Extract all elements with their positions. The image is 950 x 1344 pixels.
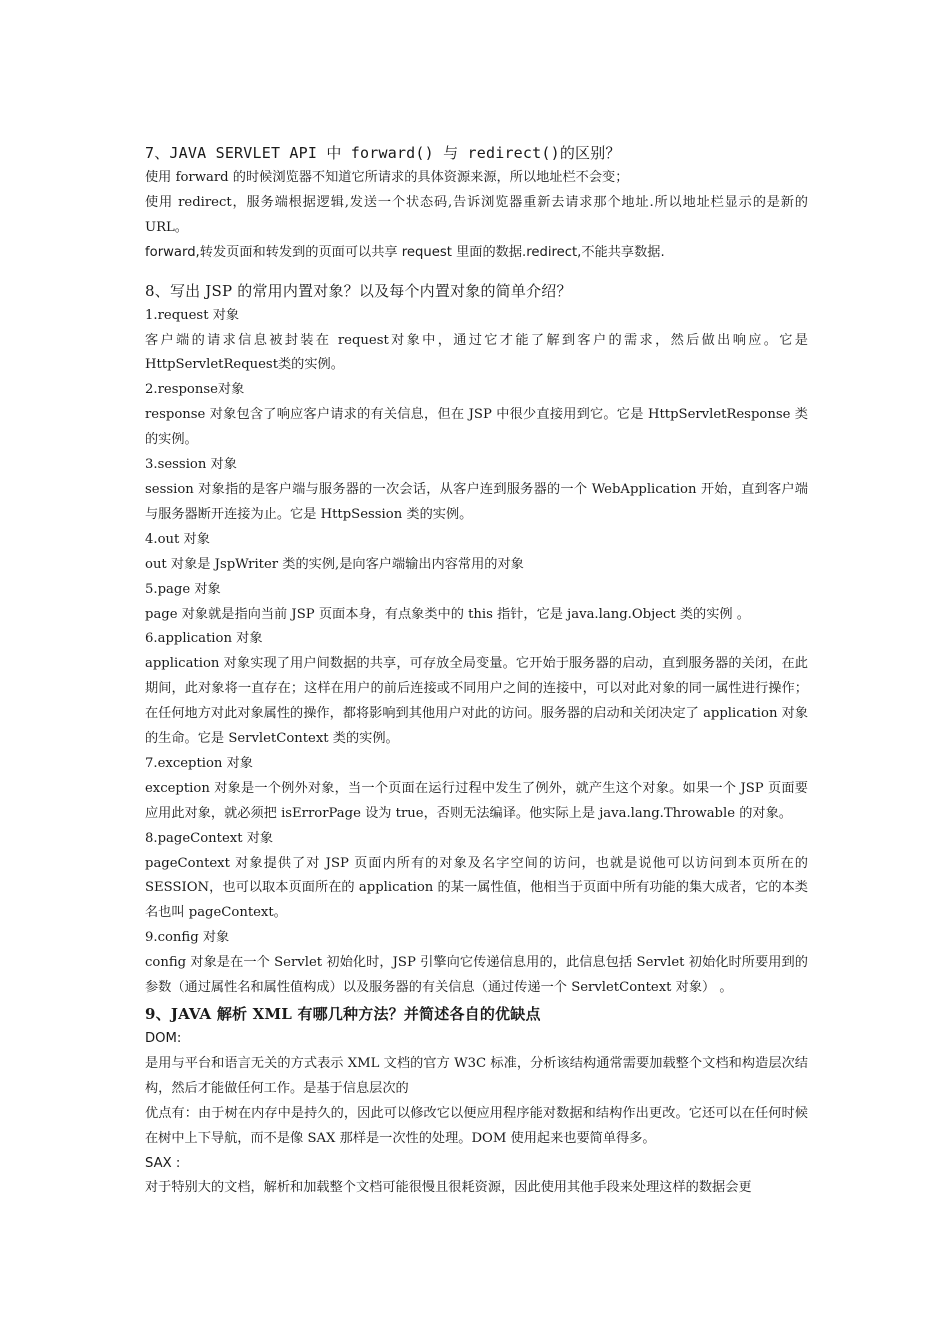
q7-paragraph-2: 使用 redirect，服务端根据逻辑,发送一个状态码,告诉浏览器重新去请求那个地址.所以地址栏显示的是新的 URL。 <box>145 194 808 235</box>
q8-item-desc: config 对象是在一个 Servlet 初始化时，JSP 引擎向它传递信息用的，此信息包括 Servlet 初始化时所要用到的参数（通过属性名和属性值构成）以及服务器的有关信息（通过传递一个 ServletContext 对象） 。 <box>145 955 808 996</box>
q8-item-desc: response 对象包含了响应客户请求的有关信息，但在 JSP 中很少直接用到它。它是 HttpServletResponse 类的实例。 <box>145 407 808 448</box>
q8-item-desc: out 对象是 JspWriter 类的实例,是向客户端输出内容常用的对象 <box>145 556 524 572</box>
q7-heading: 7、JAVA SERVLET API 中 forward() 与 redirect()的区别？ <box>145 144 621 162</box>
q8-item-label: 4.out 对象 <box>145 531 210 547</box>
document-page <box>145 140 808 1201</box>
q8-item-label: 2.response对象 <box>145 382 245 398</box>
q9-dom-paragraph-2: 优点有：由于树在内存中是持久的，因此可以修改它以便应用程序能对数据和结构作出更改。它还可以在任何时候在树中上下导航，而不是像 SAX 那样是一次性的处理。DOM 使用起来也要简单得多。 <box>145 1105 808 1146</box>
q8-item-label: 7.exception 对象 <box>145 755 253 771</box>
q9-sax-label: SAX : <box>145 1155 181 1171</box>
q9-dom-paragraph-1: 是用与平台和语言无关的方式表示 XML 文档的官方 W3C 标准，分析该结构通常需要加载整个文档和构造层次结构，然后才能做任何工作。是基于信息层次的 <box>145 1055 808 1096</box>
q9-sax-paragraph-1: 对于特别大的文档，解析和加载整个文档可能很慢且很耗资源，因此使用其他手段来处理这样的数据会更 <box>145 1180 752 1196</box>
q8-item-desc: pageContext 对象提供了对 JSP 页面内所有的对象及名字空间的访问，也就是说他可以访问到本页所在的 SESSION，也可以取本页面所在的 application 的某一属性值，他相当于页面中所有功能的集大成者，它的本类名也叫 pageContext。 <box>145 855 808 921</box>
q8-item-desc: page 对象就是指向当前 JSP 页面本身，有点象类中的 this 指针，它是 java.lang.Object 类的实例 。 <box>145 606 750 622</box>
q8-item-desc: exception 对象是一个例外对象，当一个页面在运行过程中发生了例外，就产生这个对象。如果一个 JSP 页面要应用此对象，就必须把 isErrorPage 设为 true，否则无法编译。他实际上是 java.lang.Throwable 的对象。 <box>145 780 808 821</box>
q8-item-desc: application 对象实现了用户间数据的共享，可存放全局变量。它开始于服务器的启动，直到服务器的关闭，在此期间，此对象将一直存在；这样在用户的前后连接或不同用户之间的连接中，可以对此对象的同一属性进行操作；在任何地方对此对象属性的操作，都将影响到其他用户对此的访问。服务器的启动和关闭决定了 application 对象的生命。它是 ServletContext 类的实例。 <box>145 656 809 747</box>
q8-item-desc: 客户端的请求信息被封装在 request对象中，通过它才能了解到客户的需求，然后做出响应。它是 HttpServletRequest类的实例。 <box>145 332 808 373</box>
q8-item-label: 3.session 对象 <box>145 457 237 473</box>
q8-heading: 8、写出 JSP 的常用内置对象？以及每个内置对象的简单介绍？ <box>145 281 572 300</box>
q9-dom-label: DOM: <box>145 1031 182 1046</box>
q8-item-label: 5.page 对象 <box>145 581 221 597</box>
q8-item-label: 9.config 对象 <box>145 930 230 946</box>
q8-item-label: 8.pageContext 对象 <box>145 830 274 846</box>
section-gap <box>145 266 808 278</box>
q7-paragraph-1: 使用 forward 的时候浏览器不知道它所请求的具体资源来源，所以地址栏不会变； <box>145 170 629 185</box>
q8-item-desc: session 对象指的是客户端与服务器的一次会话，从客户连到服务器的一个 WebApplication 开始，直到客户端与服务器断开连接为止。它是 HttpSession 类的实例。 <box>145 481 808 522</box>
q7-paragraph-3: forward,转发页面和转发到的页面可以共享 request 里面的数据.redirect,不能共享数据. <box>145 244 665 260</box>
q8-item-label: 1.request 对象 <box>145 307 240 323</box>
q8-item-label: 6.application 对象 <box>145 631 263 647</box>
q9-heading: 9、JAVA 解析 XML 有哪几种方法？并简述各自的优缺点 <box>145 1005 541 1023</box>
